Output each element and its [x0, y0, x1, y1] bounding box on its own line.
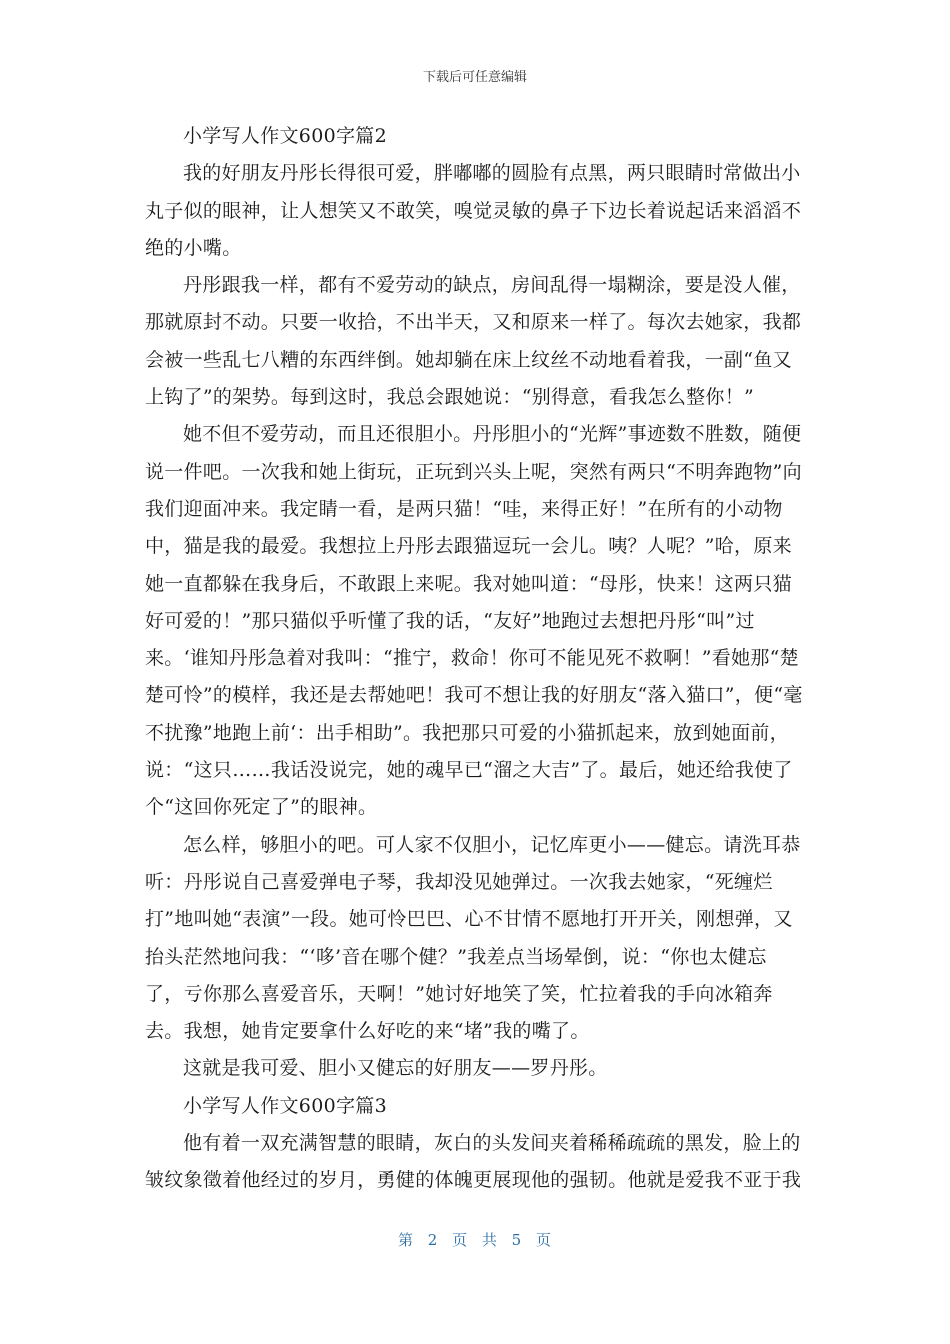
page-number-footer: 第 2 页 共 5 页: [398, 1231, 552, 1249]
paragraph-4: 怎么样，够胆小的吧。可人家不仅胆小，记忆库更小——健忘。请洗耳恭听：丹彤说自己喜爱弹电子琴，我却没见她弹过。一次我去她家，“死缠烂打”地叫她“表演”一段。她可怜巴巴、心不甘情不愿地打开开关，刚想弹，又抬头茫然地问我：“‘哆’音在哪个健？”我差点当场晕倒，说：“你也太健忘了，亏你那么喜爱音乐，天啊！”她讨好地笑了笑，忙拉着我的手向冰箱奔去。我想，她肯定要拿什么好吃的来“堵”我的嘴了。: [145, 833, 801, 1043]
document-body: [145, 118, 805, 1200]
essay-title-2: 小学写人作文600字篇2: [183, 125, 387, 147]
paragraph-1: 我的好朋友丹彤长得很可爱，胖嘟嘟的圆脸有点黑，两只眼睛时常做出小丸子似的眼神，让人想笑又不敢笑，嗅觉灵敏的鼻子下边长着说起话来滔滔不绝的小嘴。: [145, 162, 802, 259]
paragraph-3: 她不但不爱劳动，而且还很胆小。丹彤胆小的“光辉”事迹数不胜数，随便说一件吧。一次我和她上街玩，正玩到兴头上呢，突然有两只“不明奔跑物”向我们迎面冲来。我定睛一看，是两只猫！“哇，来得正好！”在所有的小动物中，猫是我的最爱。我想拉上丹彤去跟猫逗玩一会儿。咦？人呢？”哈，原来她一直都躲在我身后，不敢跟上来呢。我对她叫道：“母彤，快来！这两只猫好可爱的！”那只猫似乎听懂了我的话，“友好”地跑过去想把丹彤“叫”过来。‘谁知丹彤急着对我叫：“推宁，救命！你可不能见死不救啊！”看她那“楚楚可怜”的模样，我还是去帮她吧！我可不想让我的好朋友“落入猫口”，便“毫不扰豫”地跑上前‘：出手相助”。我把那只可爱的小猫抓起来，放到她面前，说：“这只……我话没说完，她的魂早已“溜之大吉”了。最后，她还给我使了个“这回你死定了”的眼神。: [145, 423, 803, 819]
paragraph-2: 丹彤跟我一样，都有不爱劳动的缺点，房间乱得一塌糊涂，要是没人催，那就原封不动。只要一收拾，不出半天，又和原来一样了。每次去她家，我都会被一些乱七八糟的东西绊倒。她却躺在床上纹丝不动地看着我，一副“鱼又上钩了”的架势。每到这时，我总会跟她说：“别得意，看我怎么整你！”: [145, 274, 802, 409]
paragraph-5: 这就是我可爱、胆小又健忘的好朋友——罗丹彤。: [183, 1057, 608, 1080]
page-header: 下载后可任意编辑: [422, 70, 527, 85]
paragraph-6: 他有着一双充满智慧的眼睛，灰白的头发间夹着稀稀疏疏的黑发，脸上的皱纹象徵着他经过的岁月，勇健的体魄更展现他的强韧。他就是爱我不亚于我: [145, 1132, 802, 1192]
essay-title-3: 小学写人作文600字篇3: [183, 1094, 387, 1117]
